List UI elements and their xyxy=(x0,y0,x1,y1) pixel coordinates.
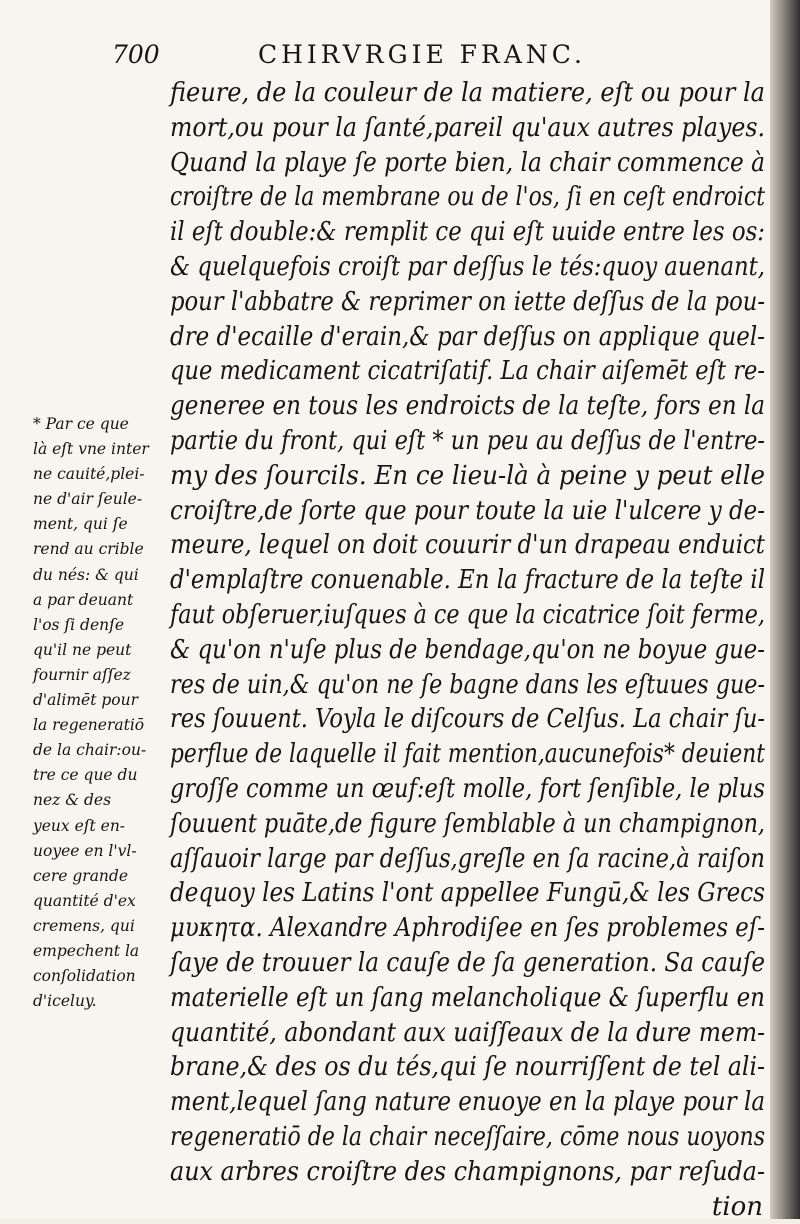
running-title: CHIRVRGIE FRANC. xyxy=(258,40,586,69)
text-line: generee en tous les endroicts de la teſte, fors en la xyxy=(170,389,765,424)
margin-note-line: quantité d'ex xyxy=(33,889,173,914)
text-line: que medicament cicatriſatif. La chair aiſemēt eſt re- xyxy=(170,354,765,389)
margin-note-line: rend au crible xyxy=(33,537,173,562)
margin-note-line: la regeneratiō xyxy=(33,713,173,738)
text-line: aux arbres croiſtre des champignons, par reſuda- xyxy=(170,1155,765,1190)
margin-note-line: ment, qui ſe xyxy=(33,512,173,537)
text-line: mort,ou pour la ſanté,pareil qu'aux autres playes. xyxy=(170,111,765,146)
margin-note-line: nez & des xyxy=(33,788,173,813)
margin-note-line: tre ce que du xyxy=(33,763,173,788)
margin-note-line: a par deuant xyxy=(33,588,173,613)
page-number: 700 xyxy=(112,40,160,69)
text-line: meure, lequel on doit couurir d'un drapeau enduict xyxy=(170,528,765,563)
margin-note-line: d'iceluy. xyxy=(33,989,173,1014)
text-line: dequoy les Latins l'ont appellee Fungū,& les Grecs xyxy=(170,876,765,911)
margin-note-line: là eſt vne inter xyxy=(33,437,173,462)
text-line: & qu'on n'uſe plus de bendage,qu'on ne boyue gue- xyxy=(170,633,765,668)
margin-note-line: ne d'air ſeule- xyxy=(33,487,173,512)
text-line: il eſt double:& remplit ce qui eſt uuide entre les os: xyxy=(170,215,765,250)
text-line: quantité, abondant aux uaiſſeaux de la dure mem- xyxy=(170,1016,765,1051)
text-line: perflue de laquelle il fait mention,aucunefois* deuient xyxy=(170,737,765,772)
catchword: tion xyxy=(170,1190,765,1224)
text-line: res de uin,& qu'on ne ſe bagne dans les eſtuues gue- xyxy=(170,668,765,703)
margin-note-line: l'os ſi denſe xyxy=(33,613,173,638)
margin-note-line: cere grande xyxy=(33,864,173,889)
text-line: pour l'abbatre & reprimer on iette deſſus de la pou- xyxy=(170,285,765,320)
main-text-block xyxy=(170,76,765,1224)
text-line: μυκητα. Alexandre Aphrodiſee en ſes problemes eſ- xyxy=(170,911,765,946)
text-line: croiſtre,de ſorte que pour toute la uie l'ulcere y de- xyxy=(170,494,765,529)
text-line: d'emplaſtre conuenable. En la fracture de la teſte il xyxy=(170,563,765,598)
margin-note-line: du nés: & qui xyxy=(33,563,173,588)
margin-note-line: * Par ce que xyxy=(33,412,173,437)
margin-note-line: yeux eſt en- xyxy=(33,814,173,839)
margin-note-line: fournir aſſez xyxy=(33,663,173,688)
text-line: materielle eſt un ſang melancholique & ſuperflu en xyxy=(170,981,765,1016)
text-line: ment,lequel ſang nature enuoye en la playe pour la xyxy=(170,1085,765,1120)
text-line: ſaye de trouuer la cauſe de ſa generation. Sa cauſe xyxy=(170,946,765,981)
margin-note xyxy=(33,412,173,1014)
text-line: aſſauoir large par deſſus,greſle en ſa racine,à raiſon xyxy=(170,842,765,877)
margin-note-line: d'alimēt pour xyxy=(33,688,173,713)
margin-note-line: empechent la xyxy=(33,939,173,964)
text-line: fieure, de la couleur de la matiere, eſt ou pour la xyxy=(170,76,765,111)
text-line: regeneratiō de la chair neceſſaire, cōme nous uoyons xyxy=(170,1120,765,1155)
text-line: croiſtre de la membrane ou de l'os, ſi en ceſt endroict xyxy=(170,180,765,215)
text-line: groſſe comme un œuf:eſt molle, fort ſenſible, le plus xyxy=(170,772,765,807)
text-line: faut obſeruer,iuſques à ce que la cicatrice ſoit ferme, xyxy=(170,598,765,633)
margin-note-line: qu'il ne peut xyxy=(33,638,173,663)
text-line: partie du front, qui eſt * un peu au deſſus de l'entre- xyxy=(170,424,765,459)
margin-note-line: conſolidation xyxy=(33,964,173,989)
margin-note-line: uoyee en l'vl- xyxy=(33,839,173,864)
text-line: brane,& des os du tés,qui ſe nourriſſent de tel ali- xyxy=(170,1050,765,1085)
text-line: dre d'ecaille d'erain,& par deſſus on applique quel- xyxy=(170,320,765,355)
margin-note-line: ne cauité,plei- xyxy=(33,462,173,487)
text-line: ſouuent puāte,de figure ſemblable à un champignon, xyxy=(170,807,765,842)
text-line: Quand la playe ſe porte bien, la chair commence à xyxy=(170,146,765,181)
text-line: my des ſourcils. En ce lieu-là à peine y peut elle xyxy=(170,459,765,494)
page-edge-shadow xyxy=(770,0,800,1219)
margin-note-line: de la chair:ou- xyxy=(33,738,173,763)
margin-note-line: cremens, qui xyxy=(33,914,173,939)
text-line: & quelquefois croiſt par deſſus le tés:quoy auenant, xyxy=(170,250,765,285)
text-line: res ſouuent. Voyla le diſcours de Celſus. La chair ſu- xyxy=(170,702,765,737)
page-header xyxy=(0,40,770,80)
